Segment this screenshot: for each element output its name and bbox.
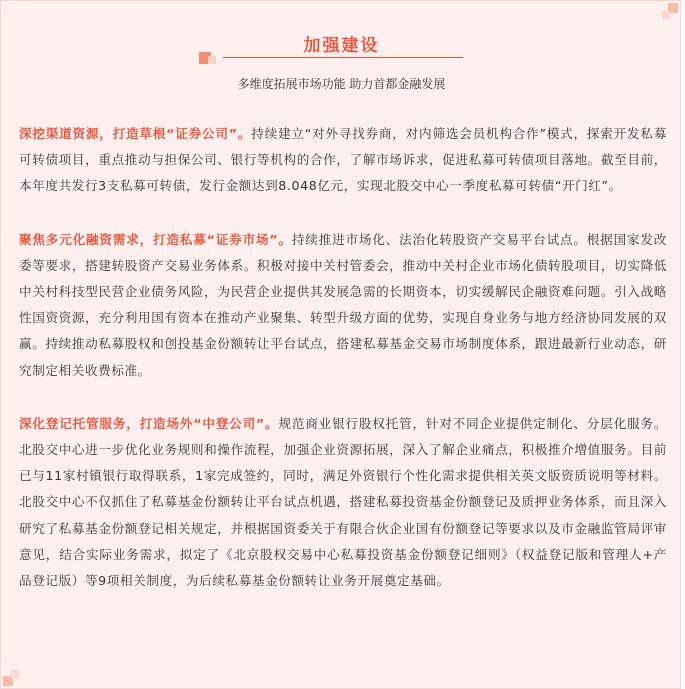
- paragraph-lead: 深化登记托管服务，打造场外“中登公司”。: [19, 415, 279, 431]
- paragraph-registration-custody: [19, 411, 667, 594]
- title-square-decoration: [199, 50, 223, 66]
- paragraph-text: 规范商业银行股权托管，针对不同企业提供定制化、分层化服务。北股交中心进一步优化业务规则和操作流程，加强企业资源拓展，深入了解企业痛点，积极推介增值服务。目前已与11家村镇银行取得联系，1家完成签约，同时，满足外资银行个性化需求提供相关英文版资质说明等材料。北股交中心不仅抓住了私募基金份额转让平台试点机遇，搭建私募投资基金份额登记及质押业务体系，而且深入研究了私募基金份额登记相关规定，并根据国资委关于有限合伙企业国有份额登记等要求以及市金融监管局评审意见，结合实际业务需求，拟定了《北京股权交易中心私募投资基金份额登记细则》（权益登记版和管理人+产品登记版）等9项相关制度，为后续私募基金份额转让业务开展奠定基础。: [19, 415, 667, 589]
- paragraph-lead: 深挖渠道资源，打造草根“证券公司”。: [19, 126, 252, 141]
- paragraph-text: 持续建立“对外寻找券商，对内筛选会员机构合作”模式，探索开发私募可转债项目，重点推动与担保公司、银行等机构的合作，了解市场诉求，促进私募可转债项目落地。截至目前，本年度共发行3支私募可转债，发行金额达到8.048亿元，实现北股交中心一季度私募可转债“开门红”。: [19, 126, 668, 194]
- paragraph-lead: 聚焦多元化融资需求，打造私募“证券市场”。: [19, 231, 292, 247]
- section-title: 加强建设: [303, 36, 380, 56]
- title-underline: [223, 57, 463, 58]
- section-subtitle: 多维度拓展市场功能 助力首都金融发展: [237, 77, 446, 91]
- article-body: [19, 121, 667, 621]
- paragraph-channel-resources: [19, 121, 667, 200]
- corner-decoration-top-right: [662, 3, 678, 19]
- paragraph-financing-needs: [19, 227, 667, 384]
- corner-decoration-bottom-left: [3, 670, 19, 686]
- paragraph-text: 持续推进市场化、法治化转股资产交易平台试点。根据国家发改委等要求，搭建转股资产交易业务体系。积极对接中关村管委会，推动中关村企业市场化债转股项目，切实降低中关村科技型民营企业债务风险，为民营企业提供其发展急需的长期资本，切实缓解民企融资难问题。引入战略性国资资源，充分利用国有资本在推动产业聚集、转型升级方面的优势，实现自身业务与地方经济协同发展的双赢。持续推动私募股权和创投基金份额转让平台试点，搭建私募基金交易市场制度体系，跟进最新行业动态，研究制定相关收费标准。: [19, 231, 667, 378]
